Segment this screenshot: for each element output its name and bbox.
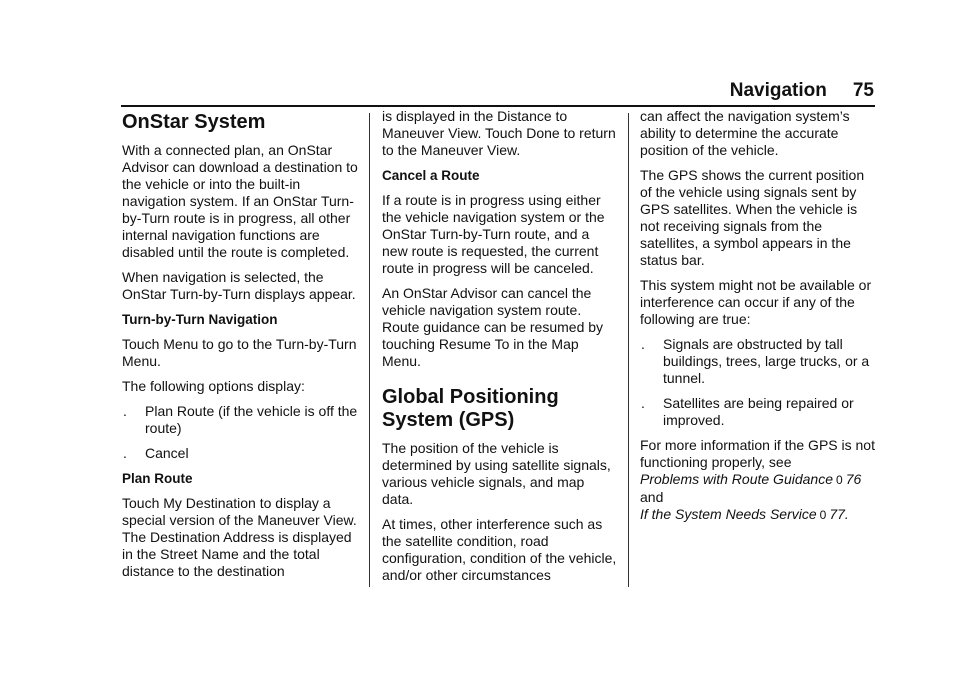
column-divider [628, 113, 629, 587]
paragraph: At times, other interference such as the satellite condition, road configuration, condition of the vehicle, and/or other circumstances [382, 516, 617, 583]
column-1 [122, 108, 360, 588]
paragraph: Touch Menu to go to the Turn-by-Turn Menu. [122, 336, 357, 369]
heading-line: Global Positioning [382, 386, 559, 408]
heading-line: System (GPS) [382, 409, 515, 431]
header-rule [121, 105, 875, 107]
paragraph: Touch My Destination to display a special version of the Maneuver View. The Destination Address is displayed in the Street Name and the total distance to the destination [122, 495, 357, 579]
paragraph: The position of the vehicle is determined by using satellite signals, various vehicle signals, and map data. [382, 440, 611, 507]
bullet-mark: . [123, 445, 127, 461]
section-title: Navigation [729, 80, 827, 101]
xref-page-number[interactable]: 77. [829, 506, 849, 522]
subheading-cancel-route: Cancel a Route [382, 168, 480, 183]
subheading-plan-route: Plan Route [122, 471, 193, 486]
xref-page-number[interactable]: 76 [845, 471, 862, 487]
paragraph: is displayed in the Distance to Maneuver View. Touch Done to return to the Maneuver View. [382, 108, 616, 158]
list-item-text: Cancel [145, 445, 189, 461]
xref-link-route-guidance[interactable]: Problems with Route Guidance [640, 471, 833, 487]
paragraph: When navigation is selected, the OnStar Turn-by-Turn displays appear. [122, 269, 356, 302]
paragraph: The GPS shows the current position of the vehicle using signals sent by GPS satellites. When the vehicle is not receiving signals from the satellites, a symbol appears in the status bar. [640, 167, 865, 268]
list-item [122, 445, 360, 462]
column-3 [640, 108, 876, 532]
page-ref-arrow-icon: 0 [836, 473, 843, 487]
column-2 [382, 108, 618, 592]
paragraph: With a connected plan, an OnStar Advisor can download a destination to the vehicle or into the built-in navigation system. If an OnStar Turn-by-Turn route is in progress, all other internal navigation functions are disabled until the route is completed. [122, 142, 358, 260]
list-item [122, 403, 360, 437]
section-heading-gps [382, 386, 618, 432]
subheading-turn-by-turn: Turn-by-Turn Navigation [122, 312, 278, 327]
list-item-text: Satellites are being repaired or improved. [663, 395, 854, 428]
paragraph: If a route is in progress using either the vehicle navigation system or the OnStar Turn-by-Turn route, and a new route is requested, the current route in progress will be canceled. [382, 192, 605, 276]
bullet-mark: . [123, 403, 127, 419]
section-heading-onstar: OnStar System [122, 111, 266, 133]
conjunction-text: and [640, 489, 664, 505]
paragraph: The following options display: [122, 378, 305, 394]
paragraph-text: For more information if the GPS is not functioning properly, see [640, 437, 875, 470]
page-ref-arrow-icon: 0 [819, 508, 827, 522]
bullet-mark: . [641, 395, 645, 411]
list-item [640, 395, 876, 429]
xref-link-system-service[interactable]: If the System Needs Service [640, 506, 817, 522]
list-item-text: Signals are obstructed by tall buildings, trees, large trucks, or a tunnel. [663, 336, 870, 386]
paragraph-with-references [640, 437, 876, 524]
paragraph: An OnStar Advisor can cancel the vehicle navigation system route. Route guidance can be resumed by touching Resume To in the Map Menu. [382, 285, 604, 369]
paragraph: can affect the navigation system’s ability to determine the accurate position of the vehicle. [640, 108, 850, 158]
column-divider [369, 113, 370, 587]
page-number: 75 [852, 80, 874, 101]
list-item-text: Plan Route (if the vehicle is off the route) [145, 403, 358, 436]
page-header [0, 80, 874, 102]
paragraph: This system might not be available or interference can occur if any of the following are true: [640, 277, 872, 327]
bullet-mark: . [641, 336, 645, 352]
list-item [640, 336, 876, 387]
